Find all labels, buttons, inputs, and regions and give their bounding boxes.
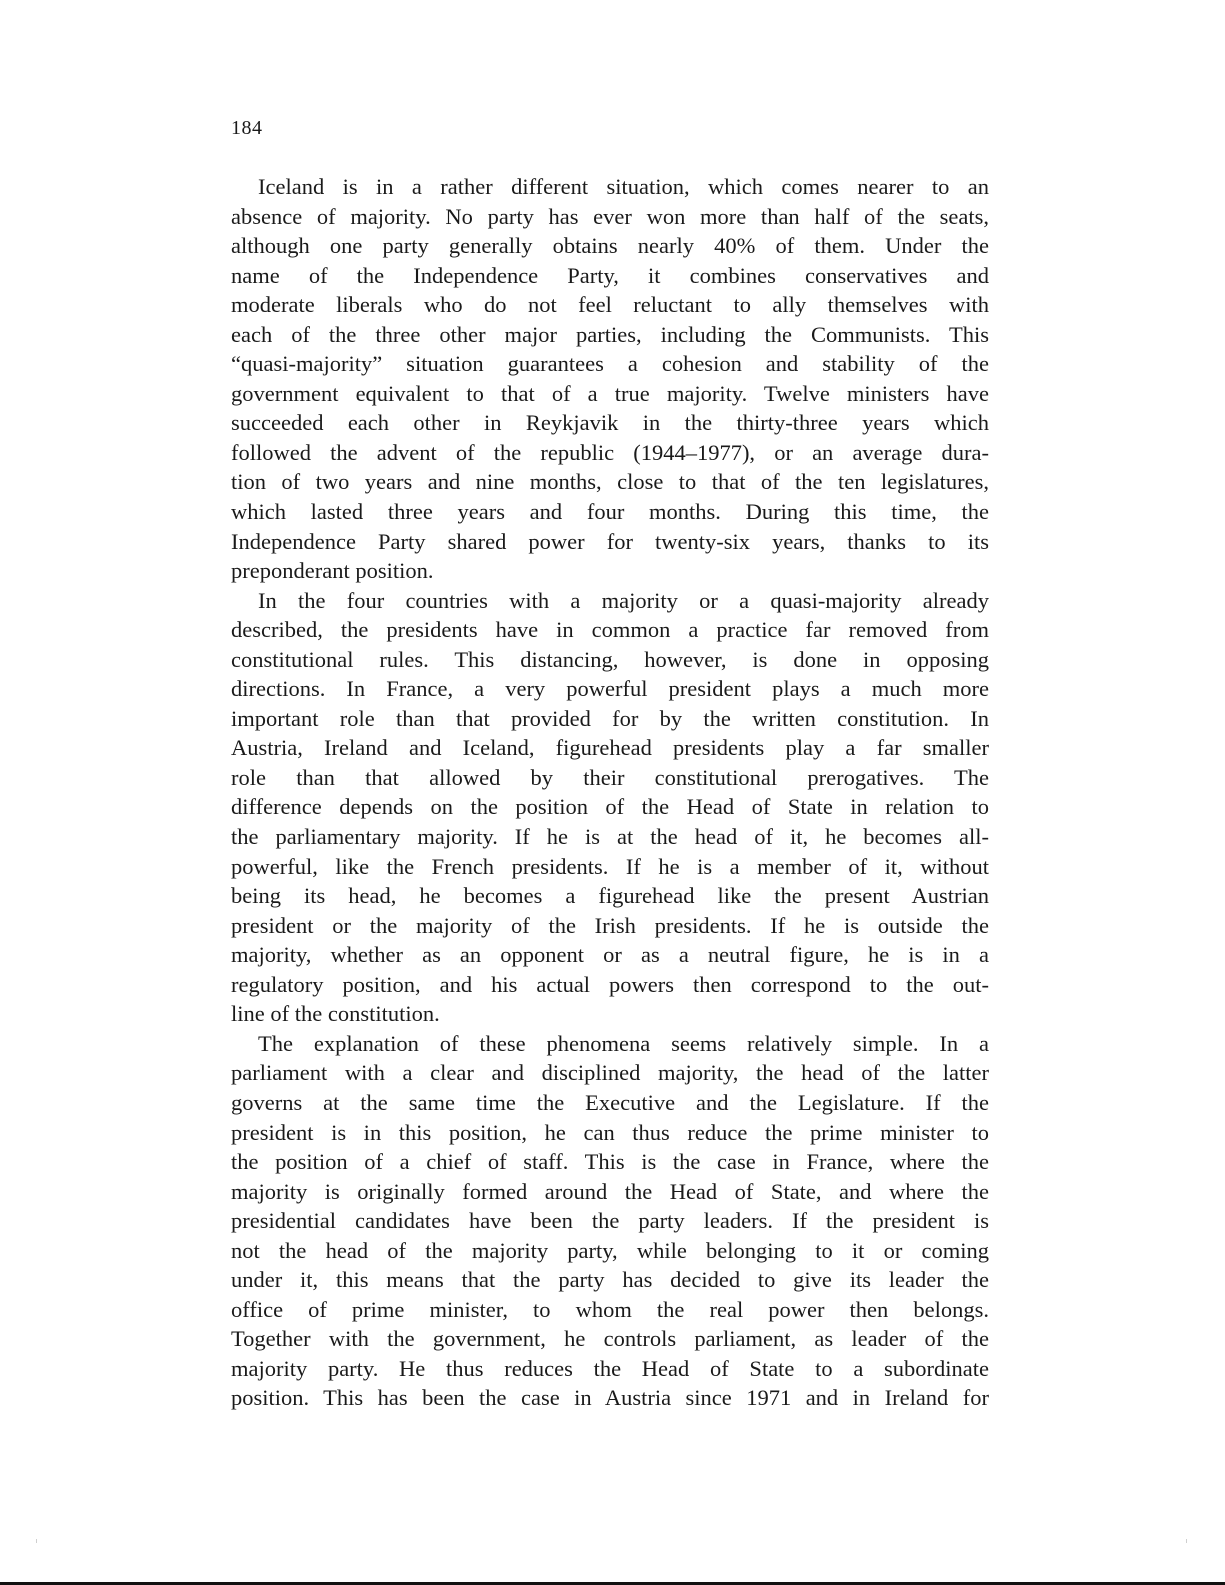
text-line: followed the advent of the republic (1944–1977), or an average dura-: [231, 439, 989, 465]
text-line: In the four countries with a majority or a quasi-majority already: [258, 587, 989, 613]
page-number: 184: [231, 117, 263, 139]
text-line: “quasi-majority” situation guarantees a cohesion and stability of the: [231, 351, 989, 377]
text-line: majority, whether as an opponent or as a neutral figure, he is in a: [231, 942, 989, 968]
text-line: office of prime minister, to whom the real power then belongs.: [231, 1296, 989, 1322]
text-line: presidential candidates have been the party leaders. If the president is: [231, 1208, 989, 1234]
text-line: majority is originally formed around the Head of State, and where the: [231, 1178, 989, 1204]
paragraph-explanation: [231, 1029, 989, 1413]
text-line: role than that allowed by their constitutional prerogatives. The: [231, 764, 989, 790]
text-line: name of the Independence Party, it combines conservatives and: [231, 262, 989, 288]
text-line: Independence Party shared power for twenty-six years, thanks to its: [231, 528, 989, 554]
text-line: described, the presidents have in common a practice far removed from: [231, 617, 989, 643]
text-line: constitutional rules. This distancing, however, is done in opposing: [231, 646, 989, 672]
scan-mark-left: [36, 1539, 37, 1543]
text-line: being its head, he becomes a figurehead like the present Austrian: [231, 883, 989, 909]
text-line: important role than that provided for by the written constitution. In: [231, 705, 989, 731]
paragraph-presidents: [231, 586, 989, 1029]
text-line: preponderant position.: [231, 558, 434, 584]
text-line: under it, this means that the party has decided to give its leader the: [231, 1267, 989, 1293]
text-line: president or the majority of the Irish presidents. If he is outside the: [231, 912, 989, 938]
text-line: the parliamentary majority. If he is at the head of it, he becomes all-: [231, 824, 989, 850]
text-line: absence of majority. No party has ever won more than half of the seats,: [231, 203, 989, 229]
text-line: which lasted three years and four months. During this time, the: [231, 499, 989, 525]
text-line: each of the three other major parties, including the Communists. This: [231, 321, 989, 347]
text-line: directions. In France, a very powerful president plays a much more: [231, 676, 989, 702]
text-line: government equivalent to that of a true majority. Twelve ministers have: [231, 380, 989, 406]
text-line: difference depends on the position of the Head of State in relation to: [231, 794, 989, 820]
text-line: majority party. He thus reduces the Head of State to a subordinate: [231, 1355, 989, 1381]
body-text: [231, 172, 989, 1413]
text-line: parliament with a clear and disciplined majority, the head of the latter: [231, 1060, 989, 1086]
text-line: Austria, Ireland and Iceland, figurehead presidents play a far smaller: [231, 735, 989, 761]
text-line: governs at the same time the Executive and the Legislature. If the: [231, 1089, 989, 1115]
text-line: Iceland is in a rather different situation, which comes nearer to an: [258, 174, 989, 199]
text-line: regulatory position, and his actual powers then correspond to the out-: [231, 971, 989, 997]
scan-mark-right: [1186, 1539, 1187, 1543]
text-line: Together with the government, he controls parliament, as leader of the: [231, 1326, 989, 1352]
text-line: The explanation of these phenomena seems relatively simple. In a: [258, 1030, 989, 1056]
text-line: tion of two years and nine months, close to that of the ten legislatures,: [231, 469, 989, 495]
paragraph-iceland: [231, 172, 989, 586]
text-line: the position of a chief of staff. This is the case in France, where the: [231, 1149, 989, 1175]
text-line: although one party generally obtains nearly 40% of them. Under the: [231, 233, 989, 259]
text-line: powerful, like the French presidents. If he is a member of it, without: [231, 853, 989, 879]
text-line: president is in this position, he can thus reduce the prime minister to: [231, 1119, 989, 1145]
text-line: position. This has been the case in Austria since 1971 and in Ireland for: [231, 1385, 989, 1411]
text-line: moderate liberals who do not feel reluctant to ally themselves with: [231, 292, 989, 318]
text-line: succeeded each other in Reykjavik in the thirty-three years which: [231, 410, 989, 436]
text-line: line of the constitution.: [231, 1001, 440, 1027]
text-line: not the head of the majority party, while belonging to it or coming: [231, 1237, 989, 1263]
